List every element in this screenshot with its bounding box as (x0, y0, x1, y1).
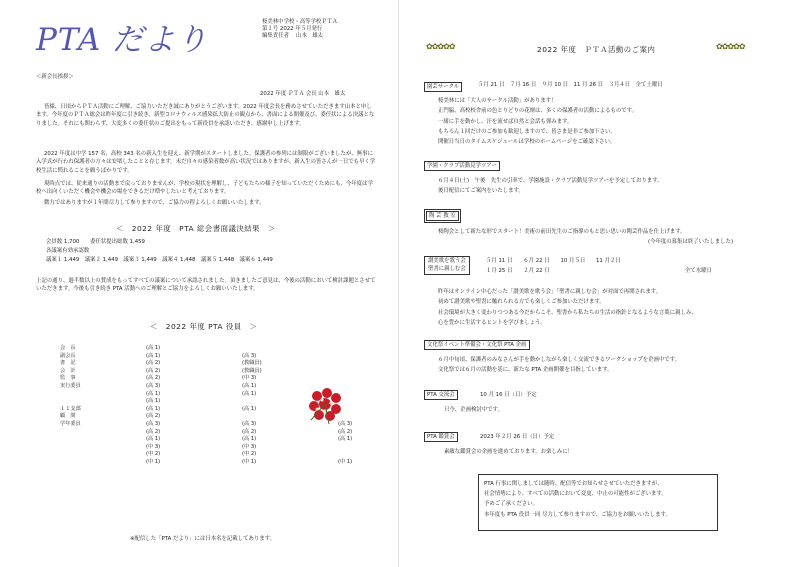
officer-grade: (高 1) (338, 436, 353, 443)
notice-text (484, 479, 671, 520)
officer-grade: (高 2) (242, 428, 257, 435)
greeting-paragraph-3: 現時点では、従来通りの活動まで戻っておりませんが、学校の現状を理解し、子どもたちの様子を知っていただくためにも、今年度は学校へ出向くいただく機会や機会の場をできるだけ増やしたいと考えております。 (36, 181, 373, 196)
officer-grade: (中 1) (146, 458, 161, 465)
officer-role: １１支部 (60, 405, 81, 412)
officer-grade (338, 368, 378, 376)
officer-grade: (高 2) (146, 360, 161, 367)
officer-grade (338, 444, 378, 452)
officer-grade: (高 1) (146, 345, 161, 351)
festival-line: 文化祭では６月の活動を基に、新たな PTA 企画開催を目指しています。 (438, 367, 613, 374)
officer-grade: (高 3) (146, 382, 161, 389)
officer-grade: (高 1) (146, 398, 161, 405)
officer-row (60, 436, 378, 444)
hymn-line: 初めて讃美歌や聖書に触れられる方でも楽しくご参加いただけます。 (438, 299, 605, 306)
festival-label: 文化祭イベント準備会・文化祭 PTA 企画 (424, 340, 530, 350)
officer-row (60, 375, 378, 383)
greeting-paragraph-2: 2022 年度は中学 157 名、高校 343 名の新入生を迎え、新学期がスタートしました。保護者の参列には制限がございましたが、無事に入学式が行われ保護者の方々は安堵したことと存じます。未だ自々の感染者数が高い状況ではありますが、新入生の皆さんが一日でも早く学校生活に慣れることを願うばかりです。 (36, 151, 376, 174)
officer-grade: (高 1) (146, 352, 161, 359)
officer-row (60, 429, 378, 437)
officer-grade: (高 1) (242, 405, 257, 412)
flower-bouquet-icon (305, 384, 347, 426)
officer-role (60, 391, 146, 399)
festival-description (438, 355, 680, 376)
festival-line: ６月中旬頃、保護者のみなさんが手を動かしながら楽しく交流できるワークショップを企画中です。 (438, 357, 681, 363)
officer-role: 学年委員 (60, 420, 81, 427)
officer-role: 実行委員 (60, 382, 81, 389)
vote-results-footnote: 上記の通り、過半数以上の賛成をもってすべての議案について承認されました。頂きましたご意見は、今後の活動において検討課題とさせていただきます。今後も引き続き PTA 活動へのご理解とご協力をよろしくお願いいたします。 (36, 278, 376, 293)
greeting-paragraph-4: 微力ではありますが１年間尽力して参りますので、ご協力の程よろしくお願いいたします。 (44, 200, 265, 206)
activities-title: 2022 年度 ＰＴＡ活動のご案内 (537, 45, 656, 54)
officer-role (60, 444, 146, 452)
pottery-line: (今年度の募集は終了いたしました) (648, 239, 734, 246)
officer-row (60, 368, 378, 376)
officer-grade: (高 3) (146, 420, 161, 427)
tour-line: ６月４日(土) 午後 先生の引率で、学園施設・クラブ活動見学ツアーを予定しております。 (438, 178, 663, 184)
hymn-description (438, 287, 697, 328)
officer-grade: (中 1) (242, 458, 257, 465)
officer-grade (338, 360, 378, 368)
officer-grade: (高 1) (242, 390, 257, 397)
circle-line: 桜美林には「大人のサークル活動」があります！ (438, 98, 557, 104)
officer-row (60, 353, 378, 361)
officer-grade: (高 1) (146, 390, 161, 397)
officer-role: 書 記 (60, 360, 76, 367)
pottery-line: 桜陶会として新たな形でスタート！美術の前田先生のご指導のもと思い思いの陶芸作品を仕上げます。 (438, 229, 686, 235)
officer-grade: (中 3) (146, 443, 161, 450)
officer-role (60, 429, 146, 437)
officer-grade (338, 451, 378, 459)
publisher-issue: 第１号 2022 年５月発行 (262, 25, 323, 32)
decoration-flowers-right-icon: ✿✿✿✿✿ (716, 42, 745, 51)
officer-grade: (高 2) (338, 428, 353, 435)
vote-results-members: 会員数 1,700 委任状提出総数 1,459 (46, 239, 145, 245)
officer-grade: (高 3) (338, 420, 353, 427)
officer-grade: (中 2) (242, 451, 257, 458)
notice-line: PTA 行事に関しましては随時、配信等でお知らせさせていただきますが、 (484, 481, 663, 487)
officer-row (60, 451, 378, 459)
officer-role (60, 398, 146, 406)
officer-grade: (高 2) (146, 413, 161, 420)
officer-grade: (高 1) (146, 405, 161, 412)
officer-row (60, 444, 378, 452)
greeting-heading: ＜新会長挨拶＞ (36, 74, 74, 80)
theater-description: 素敵な鑑賞会の企画を進めております。お楽しみに！ (444, 449, 573, 455)
officer-grade (338, 353, 378, 361)
officer-role: 会 計 (60, 367, 76, 374)
vote-results-title: ＜ 2022 年度 PTA 総会書面議決結果 ＞ (116, 224, 276, 233)
officer-grade (338, 345, 378, 353)
officer-grade: (教職員) (242, 360, 262, 367)
officer-role: 顧 問 (60, 413, 76, 420)
exchange-description: 只今、企画検討中です。 (444, 407, 503, 413)
hymn-line: 心を豊かに生活するヒントを学びましょう。 (438, 319, 546, 326)
circle-line: 開催日当日のタイムスケジュールは学校のホームページをご確認下さい。 (438, 139, 616, 146)
publisher-school: 桜美林中学校・高等学校ＰＴＡ (262, 19, 338, 25)
officer-grade: (高 2) (146, 367, 161, 374)
vote-results-subheading: 各議案有効承認数 (46, 248, 90, 254)
hymn-line: 社会環境が大きく変わりつつある今だからこそ、聖書から私たちの生活の指針となるような言葉に親しみ、 (438, 309, 697, 316)
decoration-flowers-left-icon: ✿✿✿✿✿ (426, 42, 455, 51)
theater-date: 2023 年２月 26 日（日）予定 (480, 434, 555, 440)
circle-description (438, 96, 637, 147)
officers-note: ※配信した「PTA だより」には日本名を記載してあります。 (130, 536, 275, 542)
officer-grade: (中 3) (242, 375, 257, 382)
theater-label: PTA 鑑賞会 (424, 432, 458, 442)
masthead-title: PTA だより (36, 22, 209, 58)
officer-role (60, 436, 146, 444)
circle-line: 一緒に手を動かし、汗を流せば自然と会話も弾みます。 (438, 118, 573, 125)
circle-line: 正門脇、高校校舎前の色とりどりの花壇は、多くの保護者の活動によるものです。 (438, 108, 638, 115)
officer-row (60, 345, 378, 353)
officer-grade: (高 2) (146, 428, 161, 435)
officer-row (60, 360, 378, 368)
publisher-info (262, 19, 376, 39)
officers-title: ＜ 2022 年度 PTA 役員 ＞ (150, 322, 258, 331)
officer-grade: (高 3) (242, 352, 257, 359)
notice-line: 本年度も PTA 役員一同 尽力して参りますので、ご協力をお願いいたします。 (484, 511, 671, 518)
hymn-line: 昨年はオンライン中心だった「讃美歌を歌う会」「聖書に親しむ会」が対面で再開されます。 (438, 289, 662, 295)
pottery-description (438, 227, 733, 248)
officer-role (60, 459, 146, 467)
notice-line: 社会情勢により、すべての活動において変更、中止の可能性がございます。 (484, 491, 667, 498)
officer-grade: (中 1) (338, 458, 353, 465)
tour-line: 後日配信にてご案内をいたします。 (438, 188, 524, 195)
circle-schedule: ５月 21 日 ７月 16 日 ９月 10 日 11 月 26 日 ３月４日 全て土曜日 (478, 82, 663, 88)
officer-role: 監 事 (60, 375, 76, 382)
hymn-dates-row2: １月 25 日 ２月 22 日 (486, 268, 550, 274)
tour-label: 学園・クラブ活動見学ツアー (424, 161, 500, 171)
notice-line: 予めご了承ください。 (484, 501, 538, 508)
officer-grade: (高 3) (242, 420, 257, 427)
tour-description (438, 176, 663, 197)
officer-grade: (高 1) (146, 436, 161, 443)
officer-grade: (高 1) (242, 382, 257, 389)
officer-row (60, 459, 378, 467)
officer-grade: (教職員) (242, 367, 262, 374)
officer-grade: (高 2) (146, 375, 161, 382)
officer-grade: (中 2) (146, 451, 161, 458)
officer-role (60, 451, 146, 459)
exchange-label: PTA 交流会 (424, 390, 458, 400)
hymn-weekday: 全て水曜日 (685, 268, 712, 274)
officer-grade (242, 345, 338, 353)
page-divider (398, 0, 399, 567)
greeting-signature: 2022 年度 ＰＴＡ 会長 山本 雄太 (260, 91, 346, 97)
officer-grade: (高 1) (242, 436, 257, 443)
circle-line: もちろん１回だけのご参加も歓迎しますので、皆さま是非ご参加下さい。 (438, 128, 616, 135)
vote-results-counts: 議案１ 1,449 議案２ 1,449 議案３ 1,449 議案４ 1,448 議案５ 1,448 議案６ 1,449 (46, 257, 273, 263)
exchange-date: 10 月 16 日（日）予定 (480, 392, 537, 398)
greeting-paragraph-1: 皆様、日頃からＰＴＡ活動にご理解、ご協力いただき誠にありがとうございます。2022 年度会長を務めさせていただきます山本と申します。今年度のＰＴＡ総会は昨年度に引き続き、新型コロナウィルス感染拡大防止の観点から、書面による開催及び、委任状による決議となりました。それにも関わらず、大変多くの委任状のご提出をもって新役員を承認いただき、感謝申し上げます。 (36, 104, 375, 127)
officer-role: 会 長 (60, 345, 76, 351)
pottery-label: 陶 芸 教 室 (424, 209, 461, 223)
officer-grade (338, 375, 378, 383)
circle-label: 園芸サークル (424, 82, 462, 92)
publisher-editor: 編集責任者 山本 雄太 (262, 32, 324, 39)
officer-role: 副会長 (60, 352, 76, 359)
hymn-label: 讃美歌を歌う会 聖書に親しむ会 (424, 256, 470, 275)
officer-grade: (中 3) (242, 443, 257, 450)
hymn-dates-row1: ５月 11 日 ６月 22 日 10 月５日 11 月２日 (486, 258, 621, 264)
